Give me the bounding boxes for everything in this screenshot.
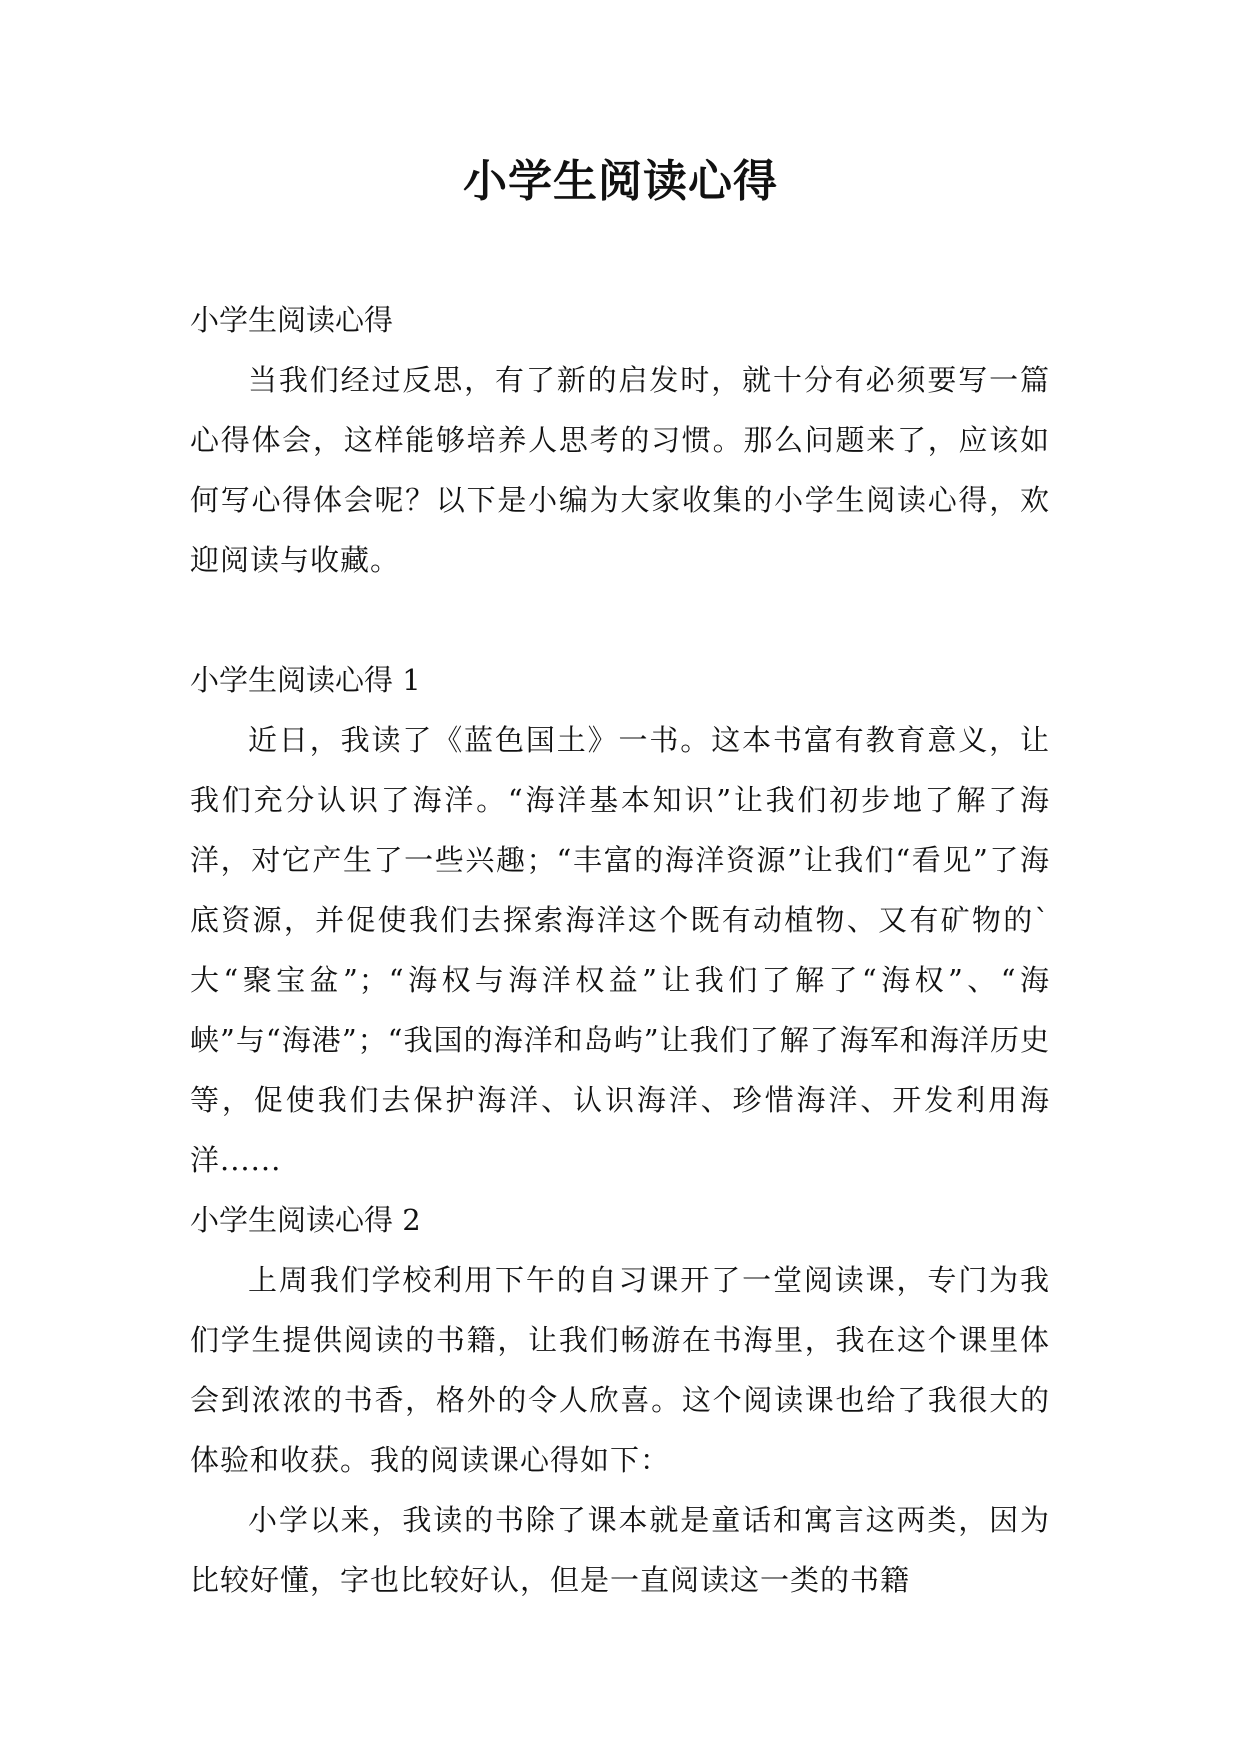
section-2-paragraph-2: 小学以来，我读的书除了课本就是童话和寓言这两类，因为比较好懂，字也比较好认，但是一直阅读这一类的书籍 — [190, 1503, 1050, 1597]
section-1-heading: 小学生阅读心得 1 — [190, 663, 421, 697]
intro-paragraph: 当我们经过反思，有了新的启发时，就十分有必须要写一篇心得体会，这样能够培养人思考的习惯。那么问题来了，应该如何写心得体会呢？以下是小编为大家收集的小学生阅读心得，欢迎阅读与收藏。 — [190, 363, 1050, 577]
section-1-paragraph: 近日，我读了《蓝色国土》一书。这本书富有教育意义，让我们充分认识了海洋。“海洋基本知识”让我们初步地了解了海洋，对它产生了一些兴趣；“丰富的海洋资源”让我们“看见”了海底资源，并促使我们去探索海洋这个既有动植物、又有矿物的`大“聚宝盆”；“海权与海洋权益”让我们了解了“海权”、“海峡”与“海港”；“我国的海洋和岛屿”让我们了解了海军和海洋历史等，促使我们去保护海洋、认识海洋、珍惜海洋、开发利用海洋...... — [190, 723, 1050, 1177]
intro-heading: 小学生阅读心得 — [190, 303, 394, 337]
section-2-paragraph-1: 上周我们学校利用下午的自习课开了一堂阅读课，专门为我们学生提供阅读的书籍，让我们畅游在书海里，我在这个课里体会到浓浓的书香，格外的令人欣喜。这个阅读课也给了我很大的体验和收获。我的阅读课心得如下： — [190, 1263, 1050, 1477]
document-title: 小学生阅读心得 — [463, 156, 778, 207]
section-2-heading: 小学生阅读心得 2 — [190, 1203, 421, 1237]
section-spacer — [190, 590, 1050, 650]
document-body — [190, 290, 1050, 1610]
